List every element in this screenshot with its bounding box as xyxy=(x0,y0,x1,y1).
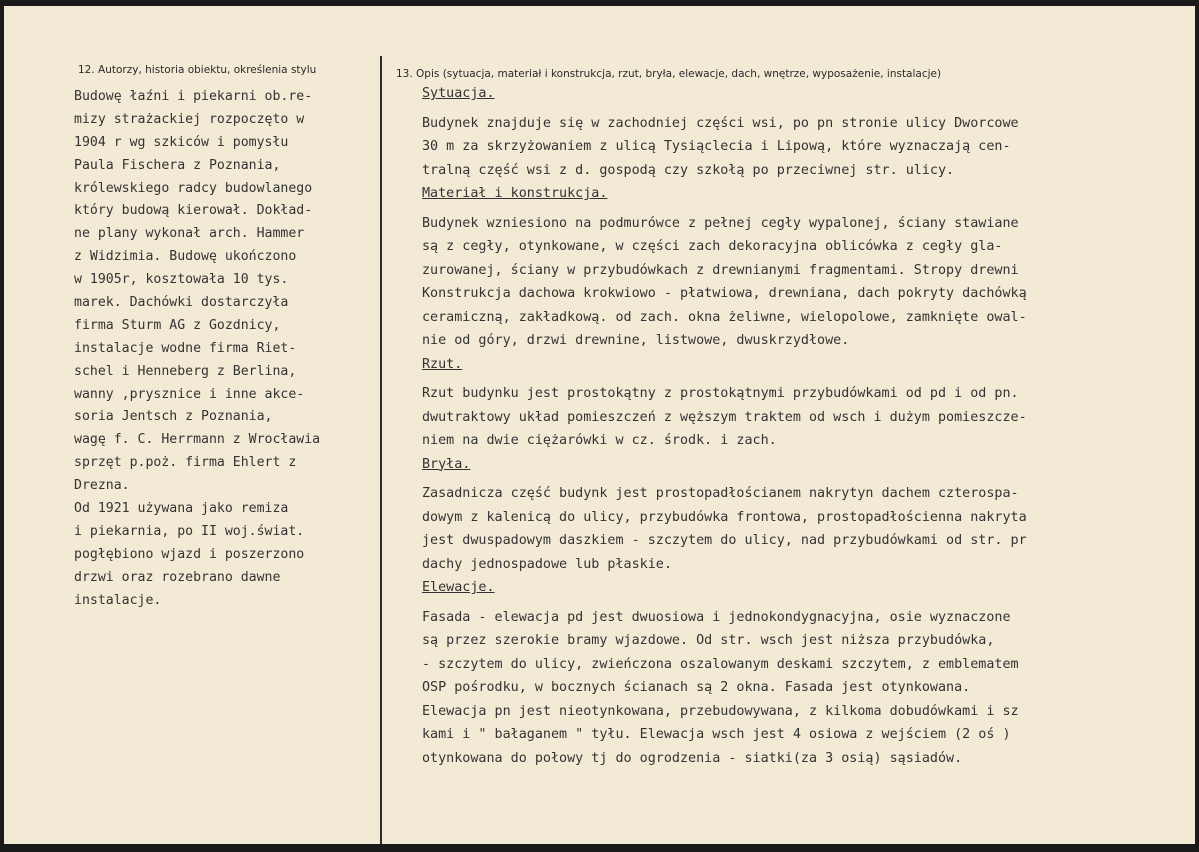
history-line: który budową kierował. Dokład- xyxy=(74,203,313,219)
description-line: nie od góry, drzwi drewnine, listwowe, dwuskrzydłowe. xyxy=(422,333,850,348)
description-line: jest dwuspadowym daszkiem - szczytem do ulicy, nad przybudówkami od str. pr xyxy=(422,533,1027,548)
section-heading xyxy=(422,182,1193,206)
section-heading-text: Materiał i konstrukcja. xyxy=(422,186,608,201)
description-line: Konstrukcja dachowa krokwiowo - płatwiowa, drewniana, dach pokryty dachówką xyxy=(422,286,1027,301)
description-line: są z cegły, otynkowane, w części zach dekoracyjna oblicówka z cegły gla- xyxy=(422,239,1003,254)
history-line: z Widzimia. Budowę ukończono xyxy=(74,249,297,265)
section-heading xyxy=(422,453,1193,477)
section-heading-text: Elewacje. xyxy=(422,580,495,595)
history-line: schel i Henneberg z Berlina, xyxy=(74,363,297,379)
description-line: 30 m za skrzyżowaniem z ulicą Tysiąclecia i Lipową, które wyznaczają cen- xyxy=(422,139,1011,154)
history-line: instalacje wodne firma Riet- xyxy=(74,340,297,356)
description-line: są przez szerokie bramy wjazdowe. Od str. wsch jest niższa przybudówka, xyxy=(422,633,995,648)
description-line: dachy jednospadowe lub płaskie. xyxy=(422,556,672,572)
description-line: zurowanej, ściany w przybudówkach z drewnianymi fragmentami. Stropy drewni xyxy=(422,262,1019,278)
history-line: 1904 r wg szkiców i pomysłu xyxy=(74,134,289,150)
description-line: Elewacja pn jest nieotynkowana, przebudowywana, z kilkoma dobudówkami i sz xyxy=(422,703,1019,719)
document-card xyxy=(4,6,1195,844)
right-column-header: 13. Opis (sytuacja, materiał i konstrukcja, rzut, bryła, elewacje, dach, wnętrze, wyposażenie, instalacje) xyxy=(396,68,942,80)
description-line: niem na dwie ciężarówki w cz. środk. i zach. xyxy=(422,433,777,448)
description-line: Zasadnicza część budynk jest prostopadłościanem nakrytyn dachem czterospa- xyxy=(422,486,1019,501)
history-line: w 1905r, kosztowała 10 tys. xyxy=(74,272,289,288)
history-line: wagę f. C. Herrmann z Wrocławia xyxy=(74,432,321,448)
right-column-text xyxy=(422,82,1193,770)
description-line: kami i " bałaganem " tyłu. Elewacja wsch jest 4 osiowa z wejściem (2 oś ) xyxy=(422,727,1011,742)
history-line: mizy strażackiej rozpoczęto w xyxy=(74,111,305,127)
history-line: firma Sturm AG z Gozdnicy, xyxy=(74,317,281,333)
history-line: ne plany wykonał arch. Hammer xyxy=(74,226,305,242)
history-line: Drezna. xyxy=(74,478,130,494)
description-line: otynkowana do połowy tj do ogrodzenia - siatki(za 3 osią) sąsiadów. xyxy=(422,750,963,766)
description-line: tralną część wsi z d. gospodą czy szkołą po przeciwnej str. ulicy. xyxy=(422,162,955,178)
history-line: marek. Dachówki dostarczyła xyxy=(74,295,289,311)
history-line: wanny ,prysznice i inne akce- xyxy=(74,386,305,402)
column-divider xyxy=(380,56,382,844)
history-line: sprzęt p.poż. firma Ehlert z xyxy=(74,455,297,471)
description-line: OSP pośrodku, w bocznych ścianach są 2 okna. Fasada jest otynkowana. xyxy=(422,680,971,695)
description-line: Budynek wzniesiono na podmurówce z pełnej cegły wypalonej, ściany stawiane xyxy=(422,215,1019,231)
section-heading xyxy=(422,353,1193,377)
description-line: Budynek znajduje się w zachodniej części wsi, po pn stronie ulicy Dworcowe xyxy=(422,115,1019,131)
history-line: soria Jentsch z Poznania, xyxy=(74,409,273,425)
history-line: królewskiego radcy budowlanego xyxy=(74,180,313,196)
history-line: instalacje. xyxy=(74,592,162,608)
section-heading xyxy=(422,82,1193,106)
section-heading xyxy=(422,576,1193,600)
description-line: dowym z kalenicą do ulicy, przybudówka frontowa, prostopadłościenna nakryta xyxy=(422,509,1027,525)
history-line: drzwi oraz rozebrano dawne xyxy=(74,569,281,585)
description-line: dwutraktowy układ pomieszczeń z węższym traktem od wsch i dużym pomieszcze- xyxy=(422,409,1027,425)
left-column-text xyxy=(74,86,320,612)
history-line: pogłębiono wjazd i poszerzono xyxy=(74,546,305,562)
description-line: Rzut budynku jest prostokątny z prostokątnymi przybudówkami od pd i od pn. xyxy=(422,386,1019,401)
left-column-header: 12. Autorzy, historia obiektu, określenia stylu xyxy=(78,64,317,76)
description-line: - szczytem do ulicy, zwieńczona oszalowanym deskami szczytem, z emblematem xyxy=(422,656,1019,672)
section-heading-text: Sytuacja. xyxy=(422,86,495,101)
history-line: i piekarnia, po II woj.świat. xyxy=(74,523,305,539)
description-line: ceramiczną, zakładkową. od zach. okna żeliwne, wielopolowe, zamknięte owal- xyxy=(422,309,1027,325)
history-line: Budowę łaźni i piekarni ob.re- xyxy=(74,89,313,104)
history-line: Od 1921 używana jako remiza xyxy=(74,501,289,517)
description-line: Fasada - elewacja pd jest dwuosiowa i jednokondygnacyjna, osie wyznaczone xyxy=(422,609,1011,625)
history-line: Paula Fischera z Poznania, xyxy=(74,157,281,173)
section-heading-text: Bryła. xyxy=(422,456,471,472)
section-heading-text: Rzut. xyxy=(422,356,463,372)
